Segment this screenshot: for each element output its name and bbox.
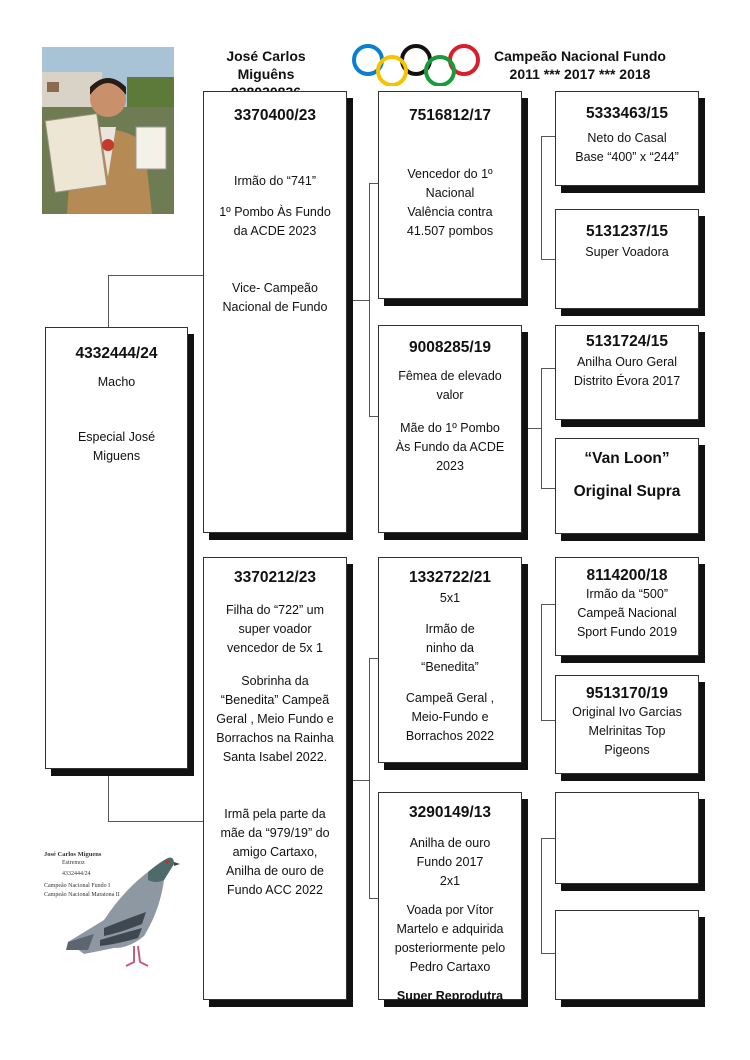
- sire-sire-box: [378, 91, 522, 299]
- olympic-rings-logo: [346, 44, 488, 86]
- sdd-box: [555, 438, 699, 534]
- connector: [541, 838, 556, 839]
- connector: [108, 275, 204, 276]
- dsd-box: [555, 675, 699, 774]
- pigeon-illustration: [64, 850, 180, 970]
- sss-note: Neto do Casal Base “400” x “244”: [575, 131, 679, 164]
- championship-years: 2011 *** 2017 *** 2018: [509, 66, 651, 82]
- connector: [541, 604, 556, 605]
- dam-sire-ring: 1332722/21: [409, 569, 491, 586]
- connector: [108, 275, 109, 328]
- dsd-note: Original Ivo Garcias Melrinitas Top Pigeons: [572, 705, 682, 757]
- connector: [369, 658, 370, 898]
- sire-ring: 3370400/23: [234, 107, 316, 124]
- subject-sex: Macho: [97, 375, 136, 389]
- sss-box: [555, 91, 699, 186]
- pigeon-label-title-2: Campeão Nacional Maratona II: [44, 892, 120, 898]
- sire-dam-note-1: Fêmea de elevado valor: [398, 369, 502, 402]
- connector: [541, 953, 556, 954]
- dss-box: [555, 557, 699, 656]
- sire-note-3: Vice- Campeão Nacional de Fundo: [222, 281, 328, 314]
- dds-box: [555, 792, 699, 884]
- dam-dam-note-1: Anilha de ouro Fundo 2017 2x1: [409, 836, 491, 888]
- sire-note-1: Irmão do “741”: [234, 174, 316, 188]
- pigeon-label-name: José Carlos Miguens: [44, 851, 102, 858]
- ssd-note: Super Voadora: [585, 245, 669, 259]
- sire-sire-note: Vencedor do 1º Nacional Valência contra 41.507 pombos: [406, 167, 494, 238]
- connector: [108, 821, 204, 822]
- subject-ring: 4332444/24: [75, 345, 158, 362]
- dsd-ring: 9513170/19: [586, 685, 668, 702]
- dam-sire-box: [378, 557, 522, 763]
- connector: [541, 720, 556, 721]
- subject-note: Especial José Miguens: [77, 430, 156, 463]
- championship-title: [494, 47, 666, 83]
- connector: [541, 368, 542, 488]
- sds-note: Anilha Ouro Geral Distrito Évora 2017: [573, 355, 681, 388]
- sdd-note: Original Supra: [573, 483, 681, 500]
- connector: [541, 136, 542, 259]
- sire-dam-box: [378, 325, 522, 533]
- dam-note-3: Irmã pela parte da mãe da “979/19” do amigo Cartaxo, Anilha de ouro de Fundo ACC 2022: [220, 807, 330, 897]
- dam-dam-note-3: Super Reprodutra: [396, 989, 504, 1003]
- connector: [347, 300, 369, 301]
- dam-note-2: Sobrinha da “Benedita” Campeã Geral , Meio Fundo e Borrachos na Rainha Santa Isabel 2022.: [216, 674, 334, 764]
- dam-dam-box: [378, 792, 522, 1003]
- dam-dam-note-2: Voada por Vítor Martelo e adquirida posteriormente pelo Pedro Cartaxo: [394, 903, 506, 974]
- connector: [541, 136, 556, 137]
- sire-sire-ring: 7516812/17: [409, 107, 491, 124]
- connector: [541, 604, 542, 720]
- connector: [541, 838, 542, 953]
- connector: [541, 259, 556, 260]
- ssd-ring: 5131237/15: [586, 223, 668, 240]
- sss-ring: 5333463/15: [586, 105, 668, 122]
- dam-sire-note-1: Irmão de ninho da “Benedita”: [421, 622, 479, 674]
- dss-ring: 8114200/18: [586, 567, 668, 584]
- subject-box: [45, 327, 188, 769]
- pigeon-label-title-1: Campeão Nacional Fundo I: [44, 883, 111, 889]
- pigeon-label-place: Estremoz: [62, 860, 85, 866]
- dam-box: [203, 557, 347, 1000]
- breeder-photo: [42, 47, 174, 214]
- breeder-name-text: José Carlos Miguêns: [226, 48, 306, 82]
- connector: [108, 766, 109, 822]
- dam-dam-ring: 3290149/13: [409, 804, 491, 821]
- connector: [347, 780, 369, 781]
- ssd-box: [555, 209, 699, 309]
- connector: [541, 488, 556, 489]
- connector: [369, 183, 370, 416]
- dam-sire-note-2: Campeã Geral , Meio-Fundo e Borrachos 2022: [405, 691, 495, 743]
- sire-note-2: 1º Pombo Às Fundo da ACDE 2023: [219, 205, 331, 238]
- dam-sire-note-0: 5x1: [439, 591, 461, 605]
- sire-box: [203, 91, 347, 533]
- championship-title-text: Campeão Nacional Fundo: [494, 48, 666, 64]
- sire-dam-note-2: Mãe do 1º Pombo Às Fundo da ACDE 2023: [395, 421, 505, 473]
- connector: [541, 368, 556, 369]
- dam-note-1: Filha do “722” um super voador vencedor de 5x 1: [226, 603, 324, 655]
- sds-ring: 5131724/15: [586, 333, 668, 350]
- sds-box: [555, 325, 699, 420]
- dam-ring: 3370212/23: [234, 569, 316, 586]
- pigeon-label-ring: 4332444/24: [62, 871, 91, 877]
- ddd-box: [555, 910, 699, 1000]
- dss-note: Irmão da “500” Campeã Nacional Sport Fundo 2019: [576, 587, 678, 639]
- sdd-name: “Van Loon”: [584, 450, 670, 467]
- sire-dam-ring: 9008285/19: [409, 339, 491, 356]
- connector: [526, 428, 541, 429]
